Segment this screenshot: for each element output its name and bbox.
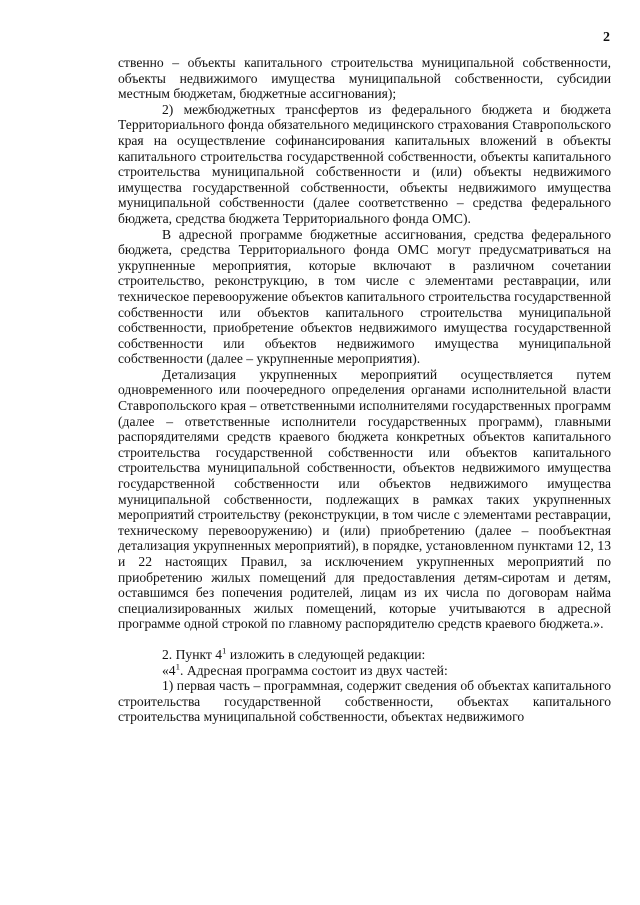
amendment-text: 2. Пункт 4 bbox=[162, 646, 223, 662]
page-number: 2 bbox=[603, 30, 610, 45]
paragraph-item-2: 2) межбюджетных трансфертов из федерального бюджета и бюджета Территориального фонда обязательного медицинского страхования Ставропольского края на осуществление софинансирования капитальных вложений в объекты капитального строительства государственной собственности, объекты капитального строительства муниципальной собственности и (или) объекты недвижимого имущества государственной собственности, объекты недвижимого имущества муниципальной собственности (далее соответственно – средства федерального бюджета, средства бюджета Территориального фонда ОМС). bbox=[118, 101, 611, 226]
paragraph-address-program: В адресной программе бюджетные ассигнования, средства федерального бюджета, средства Территориального фонда ОМС могут предусматриваться на укрупненные мероприятия, которые включают в различном сочетании строительство, реконструкцию, в том числе с элементами реставрации, или техническое перевооружение объектов капитального строительства государственной собственности или объектов капитального строительства муниципальной собственности, приобретение объектов недвижимого имущества государственной собственности или объектов недвижимого имущества муниципальной собственности (далее – укрупненные мероприятия). bbox=[118, 226, 611, 367]
amendment-text-suffix: изложить в следующей редакции: bbox=[226, 646, 426, 662]
paragraph-detailing: Детализация укрупненных мероприятий осуществляется путем одновременного или поочередного определения органами исполнительной власти Ставропольского края – ответственными исполнителями государственных программ (далее – ответственные исполнители государственных программ), главными распорядителями средств краевого бюджета конкретных объектов капитального строительства государственной собственности или объектов капитального строительства муниципальной собственности, объектов недвижимого имущества государственной собственности или объектов недвижимого имущества муниципальной собственности, подлежащих в рамках таких укрупненных мероприятий строительству (реконструкции, в том числе с элементами реставрации, техническому перевооружению) и (или) приобретению (далее – пообъектная детализация укрупненных мероприятий), в порядке, установленном пунктами 12, 13 и 22 настоящих Правил, за исключением укрупненных мероприятий по приобретению жилых помещений для предоставления детям-сиротам и детям, оставшимся без попечения родителей, лицам из их числа по договорам найма специализированных жилых помещений, которые учитываются в адресной программе одной строкой по главному распорядителю средств краевого бюджета.». bbox=[118, 366, 611, 632]
superscript: 1 bbox=[175, 661, 181, 672]
point-text-suffix: . Адресная программа состоит из двух частей: bbox=[180, 662, 448, 678]
document-body bbox=[118, 55, 611, 725]
paragraph-first-part: 1) первая часть – программная, содержит сведения об объектах капитального строительства государственной собственности, объектах капитального строительства муниципальной собственности, объектах недвижимого bbox=[118, 678, 611, 725]
point-text: «4 bbox=[162, 662, 176, 678]
paragraph-point-4-1 bbox=[118, 663, 611, 679]
superscript: 1 bbox=[222, 645, 227, 656]
paragraph-amendment-point bbox=[118, 647, 611, 663]
paragraph-continuation: ственно – объекты капитального строительства муниципальной собственности, объекты недвижимого имущества муниципальной собственности, субсидии местным бюджетам, бюджетные ассигнования); bbox=[118, 55, 611, 102]
